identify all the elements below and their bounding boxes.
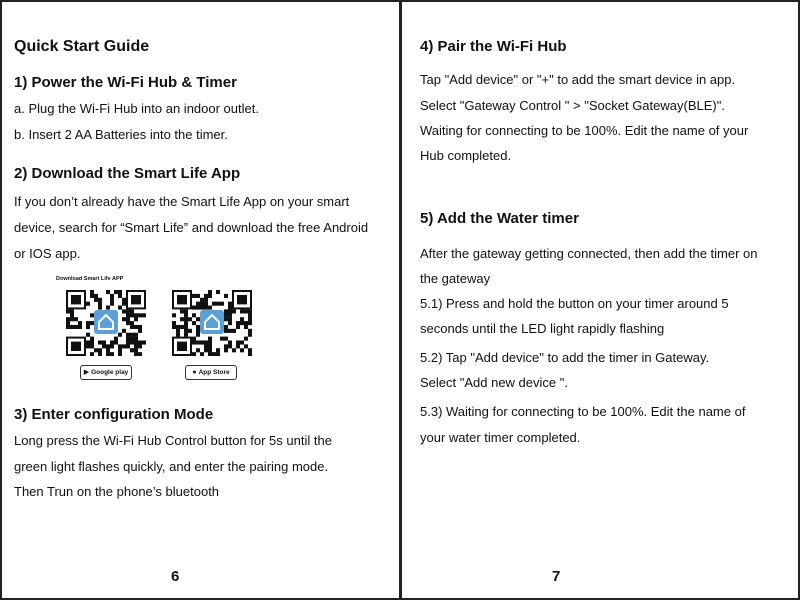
- qr-code-ios: [172, 290, 252, 356]
- section-1-title: ) Power the Wi-Fi Hub & Timer: [22, 74, 237, 91]
- section-5-line-3: 5.1) Press and hold the button on your timer around 5: [420, 296, 729, 311]
- guide-title: Quick Start Guide: [14, 38, 150, 55]
- section-3-line-2: green light flashes quickly, and enter the pairing mode.: [14, 459, 329, 474]
- section-2-line-1: If you don’t already have the Smart Life App on your smart: [14, 194, 350, 209]
- section-3-heading: [14, 406, 213, 423]
- section-1-line-a: a. Plug the Wi-Fi Hub into an indoor outlet.: [14, 101, 259, 116]
- section-5-line-1: After the gateway getting connected, then add the timer on: [420, 246, 758, 261]
- section-5-line-8: your water timer completed.: [420, 430, 581, 445]
- qr-code-ios-graphic: [172, 290, 252, 356]
- section-5-line-2: the gateway: [420, 271, 491, 286]
- app-store-label: App Store: [198, 369, 230, 376]
- section-2-title: ) Download the Smart Life App: [22, 165, 241, 182]
- play-triangle-icon: ▶: [83, 369, 90, 376]
- section-2-heading: [14, 165, 240, 182]
- section-5-line-6: Select "Add new device ".: [420, 375, 568, 390]
- section-5-line-4: seconds until the LED light rapidly flashing: [420, 321, 665, 336]
- section-3-number: 3: [14, 406, 23, 423]
- section-1-number: 1: [14, 74, 23, 91]
- section-3-line-3: Then Trun on the phone’s bluetooth: [14, 484, 220, 499]
- app-download-panel: [54, 276, 264, 386]
- section-2-line-2: device, search for “Smart Life” and download the free Android: [14, 220, 369, 235]
- qr-code-android: [66, 290, 146, 356]
- qr-caption: Download Smart Life APP: [56, 276, 124, 282]
- section-4-heading: 4) Pair the Wi-Fi Hub: [420, 38, 567, 55]
- page-7: [420, 2, 796, 598]
- section-5-heading: 5) Add the Water timer: [420, 210, 579, 227]
- section-3-title: ) Enter configuration Mode: [22, 406, 214, 423]
- qr-code-android-graphic: [66, 290, 146, 356]
- google-play-label: Google play: [91, 369, 129, 376]
- section-4-line-1: Tap "Add device" or "+" to add the smart device in app.: [420, 72, 736, 87]
- section-2-line-3: or IOS app.: [14, 246, 81, 261]
- page-number-7: 7: [552, 568, 561, 585]
- page-number-6: 6: [171, 568, 180, 585]
- page-divider: [399, 2, 402, 598]
- google-play-badge[interactable]: [80, 365, 132, 380]
- section-5-line-5: 5.2) Tap "Add device" to add the timer in Gateway.: [420, 350, 710, 365]
- section-5-line-7: 5.3) Waiting for connecting to be 100%. Edit the name of: [420, 404, 746, 419]
- apple-logo-icon: ●: [192, 369, 197, 376]
- app-store-badge[interactable]: [185, 365, 237, 380]
- section-4-line-3: Waiting for connecting to be 100%. Edit the name of your: [420, 123, 749, 138]
- section-1-line-b: b. Insert 2 AA Batteries into the timer.: [14, 127, 228, 142]
- section-4-line-2: Select "Gateway Control " > "Socket Gateway(BLE)".: [420, 98, 725, 113]
- page-6: [14, 2, 398, 598]
- section-4-line-4: Hub completed.: [420, 148, 512, 163]
- section-2-number: 2: [14, 165, 23, 182]
- section-1-heading: [14, 74, 237, 91]
- section-3-line-1: Long press the Wi-Fi Hub Control button for 5s until the: [14, 433, 332, 448]
